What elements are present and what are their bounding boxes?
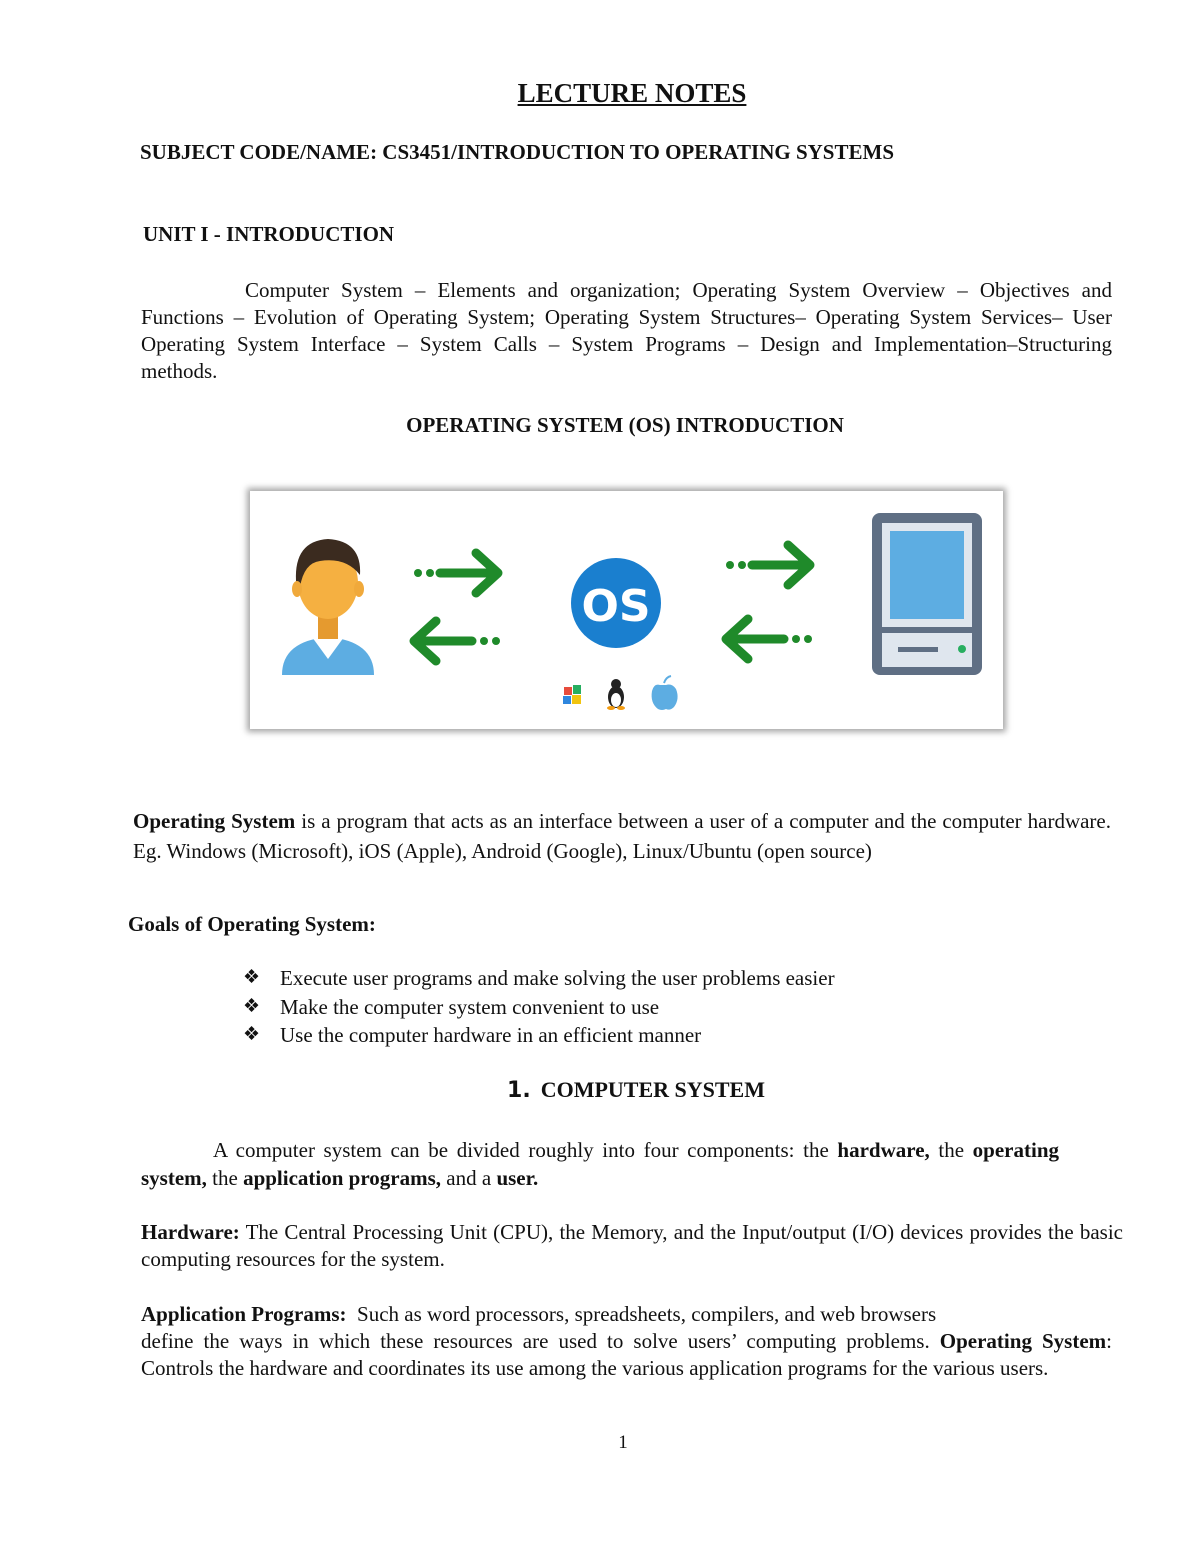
- goal-text: Use the computer hardware in an efficient manner: [280, 1023, 702, 1047]
- os-label: Operating System: [939, 1329, 1107, 1353]
- list-item: [243, 1021, 835, 1050]
- os-badge-icon: [571, 558, 661, 648]
- os-definition: [133, 807, 1111, 866]
- list-item: [243, 964, 835, 993]
- apple-icon: [652, 676, 678, 710]
- section-title: COMPUTER SYSTEM: [540, 1077, 765, 1102]
- os-diagram-figure: [250, 491, 1003, 729]
- text-run: and a: [441, 1166, 497, 1190]
- arrow-left-icon: [726, 619, 812, 659]
- hardware-label: Hardware:: [141, 1220, 240, 1244]
- os-text: : Controls the hardware and coordinates its use among the various application programs for the various users.: [141, 1329, 1113, 1380]
- bold-application-programs: application programs,: [243, 1166, 442, 1190]
- arrow-right-icon: [726, 545, 810, 585]
- diamond-bullet-icon: ❖: [243, 967, 261, 988]
- page-title: LECTURE NOTES: [517, 78, 747, 108]
- bold-operating-system: operating system,: [141, 1138, 1059, 1190]
- os-intro-heading: OPERATING SYSTEM (OS) INTRODUCTION: [406, 413, 844, 437]
- goal-text: Make the computer system convenient to use: [280, 994, 660, 1019]
- section-number: 1.: [507, 1078, 531, 1103]
- computer-icon: [872, 513, 982, 675]
- linux-icon: [607, 679, 625, 710]
- application-programs-paragraph: [141, 1301, 1112, 1382]
- text-run: the: [206, 1166, 244, 1190]
- user-icon: [282, 539, 374, 675]
- list-item: [243, 993, 835, 1022]
- os-badge-label: OS: [581, 581, 651, 632]
- diamond-bullet-icon: ❖: [243, 995, 261, 1017]
- goals-list: [243, 964, 835, 1050]
- apps-line1: Such as word processors, spreadsheets, compilers, and web browsers: [346, 1302, 937, 1326]
- os-definition-term: Operating System: [133, 809, 296, 833]
- unit-syllabus: Computer System – Elements and organization; Operating System Overview – Objectives and Functions – Evolution of Operating System; Operating System Structures– Operating System Services– User Operating System Interface – System Calls – System Programs – Design and Implementation–Structuring methods.: [141, 278, 1112, 383]
- components-paragraph: [141, 1136, 1059, 1192]
- text-run: A computer system can be divided roughly into four components: the: [213, 1138, 838, 1162]
- unit-heading: UNIT I - INTRODUCTION: [143, 222, 395, 246]
- os-definition-text: is a program that acts as an interface between a user of a computer and the computer hardware. Eg. Windows (Microsoft), iOS (Apple), Android (Google), Linux/Ubuntu (open source): [133, 809, 1111, 863]
- apps-text: define the ways in which these resources are used to solve users’ computing problems.: [141, 1329, 940, 1353]
- computer-system-heading: [0, 1077, 1200, 1103]
- text-run: the: [929, 1138, 973, 1162]
- goals-heading: Goals of Operating System:: [128, 912, 376, 936]
- hardware-paragraph: [141, 1219, 1123, 1273]
- goal-text: Execute user programs and make solving the user problems easier: [280, 966, 835, 990]
- bold-hardware: hardware,: [837, 1138, 930, 1162]
- arrow-right-icon: [414, 553, 498, 593]
- hardware-text: The Central Processing Unit (CPU), the Memory, and the Input/output (I/O) devices provides the basic computing resources for the system.: [141, 1220, 1123, 1271]
- arrow-left-icon: [414, 621, 500, 661]
- windows-icon: [563, 685, 581, 704]
- page-number: 1: [618, 1432, 628, 1453]
- bold-user: user.: [496, 1166, 539, 1190]
- diamond-bullet-icon: ❖: [243, 1024, 261, 1045]
- subject-line: SUBJECT CODE/NAME: CS3451/INTRODUCTION TO OPERATING SYSTEMS: [140, 140, 895, 164]
- apps-label: Application Programs:: [141, 1302, 347, 1326]
